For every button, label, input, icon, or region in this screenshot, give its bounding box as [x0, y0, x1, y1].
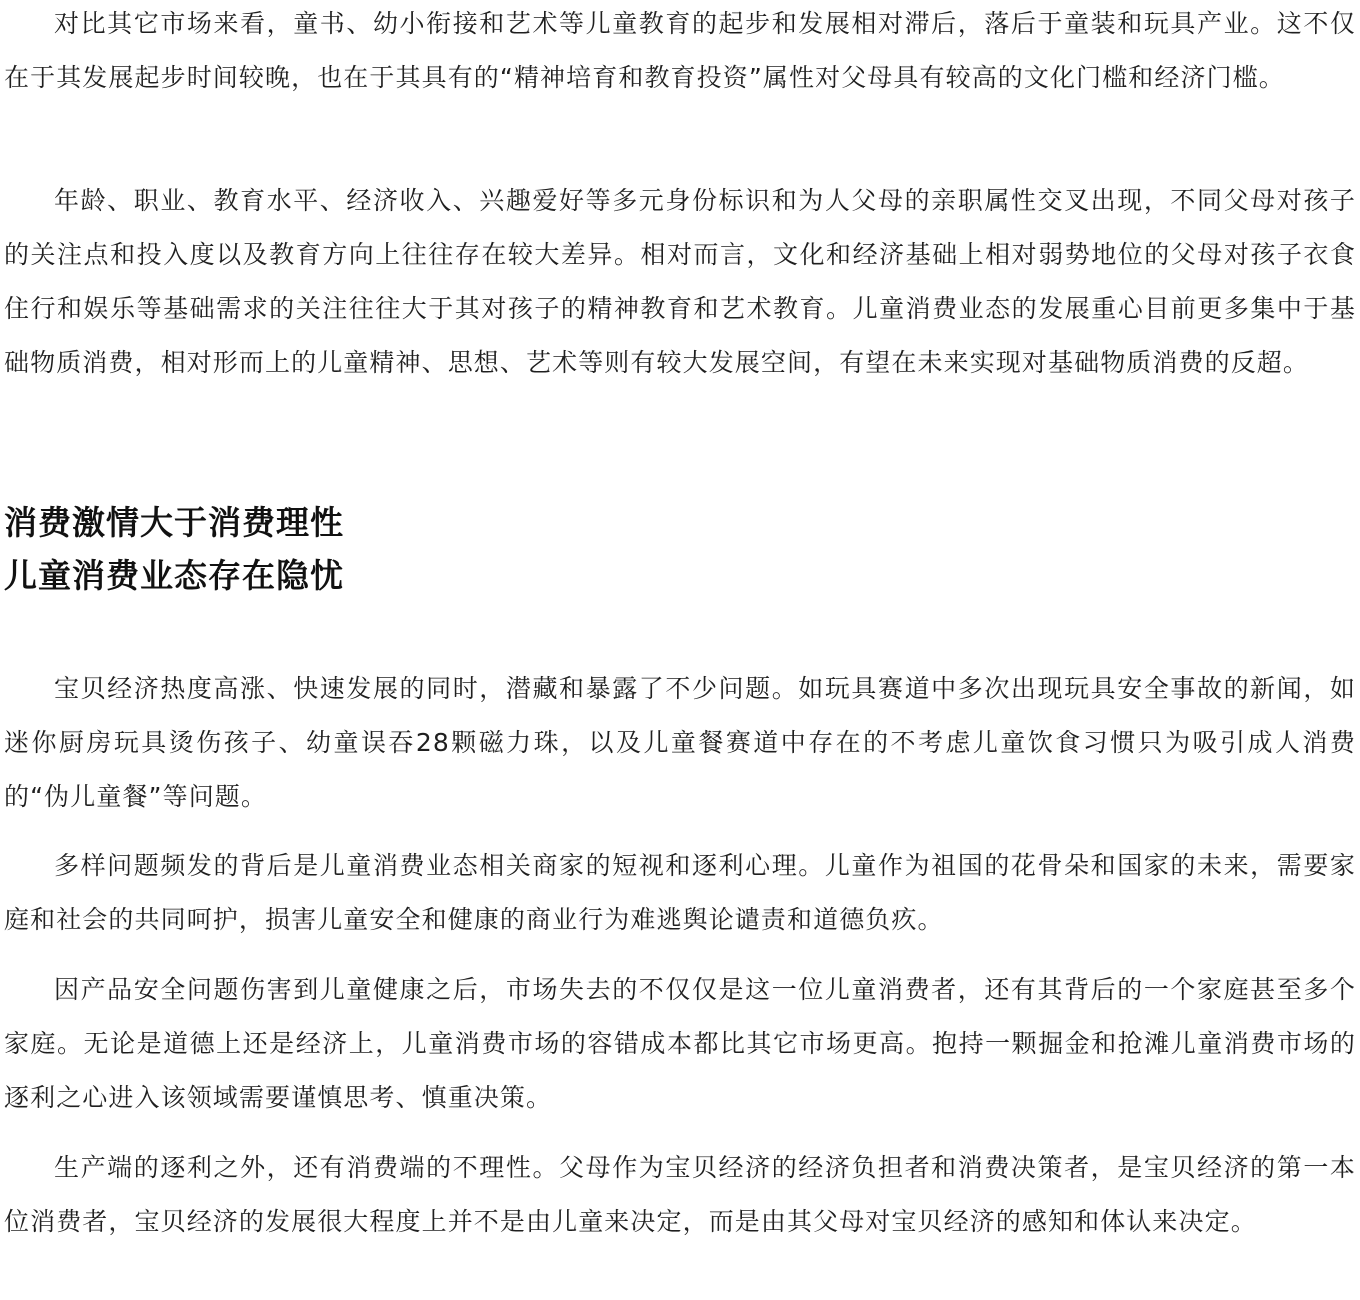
paragraph: 对比其它市场来看，童书、幼小衔接和艺术等儿童教育的起步和发展相对滞后，落后于童装和玩具产业。这不仅在于其发展起步时间较晚，也在于其具有的“精神培育和教育投资”属性对父母具有较高的文化门槛和经济门槛。: [4, 9, 1356, 92]
section-heading-line: 儿童消费业态存在隐忧: [4, 556, 344, 595]
paragraph: 宝贝经济热度高涨、快速发展的同时，潜藏和暴露了不少问题。如玩具赛道中多次出现玩具安全事故的新闻，如迷你厨房玩具烫伤孩子、幼童误吞28颗磁力珠，以及儿童餐赛道中存在的不考虑儿童饮食习惯只为吸引成人消费的“伪儿童餐”等问题。: [4, 674, 1356, 811]
paragraph: 年龄、职业、教育水平、经济收入、兴趣爱好等多元身份标识和为人父母的亲职属性交叉出现，不同父母对孩子的关注点和投入度以及教育方向上往往存在较大差异。相对而言，文化和经济基础上相对弱势地位的父母对孩子衣食住行和娱乐等基础需求的关注往往大于其对孩子的精神教育和艺术教育。儿童消费业态的发展重心目前更多集中于基础物质消费，相对形而上的儿童精神、思想、艺术等则有较大发展空间，有望在未来实现对基础物质消费的反超。: [4, 186, 1356, 377]
paragraph: 因产品安全问题伤害到儿童健康之后，市场失去的不仅仅是这一位儿童消费者，还有其背后的一个家庭甚至多个家庭。无论是道德上还是经济上，儿童消费市场的容错成本都比其它市场更高。抱持一颗掘金和抢滩儿童消费市场的逐利之心进入该领域需要谨慎思考、慎重决策。: [4, 975, 1356, 1112]
section-heading: [4, 496, 344, 602]
paragraph: 生产端的逐利之外，还有消费端的不理性。父母作为宝贝经济的经济负担者和消费决策者，是宝贝经济的第一本位消费者，宝贝经济的发展很大程度上并不是由儿童来决定，而是由其父母对宝贝经济的感知和体认来决定。: [4, 1153, 1356, 1236]
section-heading-line: 消费激情大于消费理性: [4, 503, 344, 542]
paragraph: 多样问题频发的背后是儿童消费业态相关商家的短视和逐利心理。儿童作为祖国的花骨朵和国家的未来，需要家庭和社会的共同呵护，损害儿童安全和健康的商业行为难逃舆论谴责和道德负疚。: [4, 851, 1356, 934]
